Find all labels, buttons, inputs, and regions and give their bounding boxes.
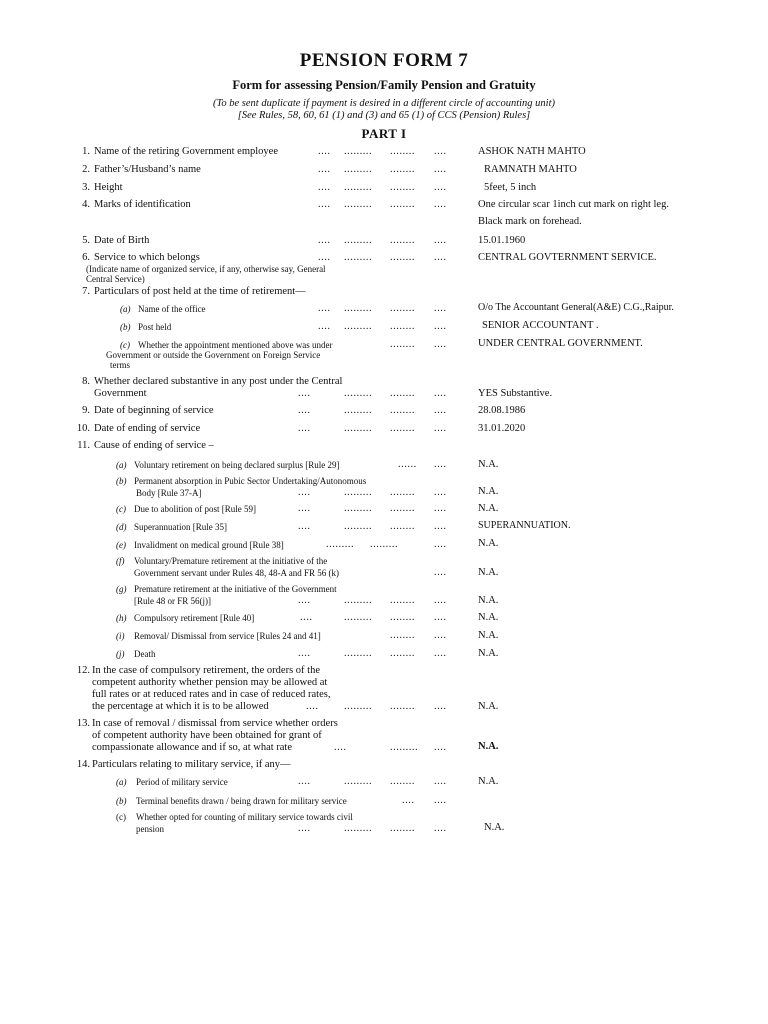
sub-item-letter: (a) <box>116 460 127 470</box>
sub-item-value: O/o The Accountant General(A&E) C.G.,Raipur. <box>478 302 674 313</box>
sub-item-value: SENIOR ACCOUNTANT . <box>482 320 599 331</box>
leader-dots: ........ <box>390 595 415 606</box>
leader-dots: ......... <box>344 776 373 787</box>
leader-dots: .... <box>434 795 447 806</box>
sub-item-letter: (f) <box>116 556 125 566</box>
sub-item-letter: (b) <box>116 476 127 486</box>
leader-dots: .... <box>298 487 311 498</box>
item-value: N.A. <box>478 741 499 752</box>
item-number: 14. <box>76 759 90 770</box>
leader-dots: ........ <box>390 503 415 514</box>
sub-item-label-continued: terms <box>110 360 130 370</box>
item-number: 4. <box>82 199 90 210</box>
sub-item-label: Whether the appointment mentioned above was under <box>138 340 333 350</box>
leader-dots: ......... <box>344 595 373 606</box>
item-label: Name of the retiring Government employee <box>94 146 278 157</box>
leader-dots: .... <box>434 423 447 434</box>
item-label: Cause of ending of service – <box>94 440 214 451</box>
leader-dots: ......... <box>344 503 373 514</box>
sub-item-label-continued: Government or outside the Government on Foreign Service <box>106 350 321 360</box>
sub-item-label: Post held <box>138 322 172 332</box>
sub-item-label: Terminal benefits drawn / being drawn for military service <box>136 796 347 806</box>
leader-dots: ........ <box>390 303 415 314</box>
item-value: YES Substantive. <box>478 388 553 399</box>
leader-dots: .... <box>434 459 447 470</box>
leader-dots: ......... <box>344 321 373 332</box>
sub-item-label: Due to abolition of post [Rule 59] <box>134 504 256 514</box>
leader-dots: .... <box>306 701 319 712</box>
item-label-continued: competent authority whether pension may be allowed at <box>92 677 328 688</box>
leader-dots: ........ <box>390 487 415 498</box>
leader-dots: .... <box>434 339 447 350</box>
sub-item-value: UNDER CENTRAL GOVERNMENT. <box>478 338 643 349</box>
sub-item-label: Premature retirement at the initiative of the Government <box>134 584 337 594</box>
leader-dots: .... <box>318 164 331 175</box>
sub-item-label: Superannuation [Rule 35] <box>134 522 227 532</box>
leader-dots: ......... <box>344 146 373 157</box>
sub-item-label: Period of military service <box>136 777 228 787</box>
sub-item-label-continued: [Rule 48 or FR 56(j)] <box>134 596 211 606</box>
sub-item-value: N.A. <box>478 630 499 641</box>
sub-item-label: Whether opted for counting of military service towards civil <box>136 812 353 822</box>
leader-dots: .... <box>300 612 313 623</box>
leader-dots: ......... <box>344 823 373 834</box>
item-label-continued: of competent authority have been obtained for grant of <box>92 730 322 741</box>
leader-dots: ......... <box>370 539 399 550</box>
leader-dots: ........ <box>390 701 415 712</box>
leader-dots: .... <box>434 252 447 263</box>
leader-dots: .... <box>434 630 447 641</box>
sub-item-label-continued: Body [Rule 37-A] <box>136 488 202 498</box>
sub-item-letter: (c) <box>116 504 126 514</box>
leader-dots: ........ <box>390 235 415 246</box>
item-value: 15.01.1960 <box>478 235 526 246</box>
item-number: 13. <box>76 718 90 729</box>
leader-dots: ........ <box>390 146 415 157</box>
leader-dots: .... <box>298 595 311 606</box>
leader-dots: .... <box>434 503 447 514</box>
item-value: 28.08.1986 <box>478 405 526 416</box>
leader-dots: ...... <box>398 459 417 470</box>
leader-dots: .... <box>434 567 447 578</box>
item-value: One circular scar 1inch cut mark on right leg. <box>478 199 669 210</box>
item-label-continued: Government <box>94 388 147 399</box>
item-label: Father’s/Husband’s name <box>94 164 201 175</box>
leader-dots: .... <box>318 321 331 332</box>
leader-dots: ......... <box>326 539 355 550</box>
leader-dots: .... <box>434 235 447 246</box>
sub-item-letter: (c) <box>116 812 126 822</box>
sub-item-label-continued: Government servant under Rules 48, 48-A and FR 56 (k) <box>134 568 339 578</box>
leader-dots: .... <box>434 487 447 498</box>
leader-dots: .... <box>318 146 331 157</box>
item-number: 9. <box>82 405 90 416</box>
leader-dots: .... <box>298 823 311 834</box>
leader-dots: .... <box>298 423 311 434</box>
leader-dots: ......... <box>344 612 373 623</box>
item-value: 31.01.2020 <box>478 423 526 434</box>
leader-dots: .... <box>434 648 447 659</box>
leader-dots: ......... <box>344 182 373 193</box>
item-label: Particulars of post held at the time of retirement— <box>94 286 306 297</box>
sub-item-label: Voluntary retirement on being declared surplus [Rule 29] <box>134 460 340 470</box>
leader-dots: ......... <box>344 521 373 532</box>
leader-dots: .... <box>298 503 311 514</box>
sub-item-label: Name of the office <box>138 304 206 314</box>
sub-item-value: N.A. <box>478 612 499 623</box>
item-label-continued: full rates or at reduced rates and in case of reduced rates, <box>92 689 331 700</box>
item-value: 5feet, 5 inch <box>484 182 537 193</box>
sub-item-label: Permanent absorption in Pubic Sector Undertaking/Autonomous <box>134 476 367 486</box>
sub-item-value: N.A. <box>484 822 505 833</box>
item-label-continued: the percentage at which it is to be allowed <box>92 701 269 712</box>
item-label: Service to which belongs <box>94 252 200 263</box>
sub-item-letter: (d) <box>116 522 127 532</box>
leader-dots: .... <box>318 252 331 263</box>
leader-dots: ........ <box>390 405 415 416</box>
leader-dots: .... <box>434 521 447 532</box>
leader-dots: .... <box>434 303 447 314</box>
leader-dots: .... <box>318 235 331 246</box>
leader-dots: ........ <box>390 630 415 641</box>
leader-dots: .... <box>318 303 331 314</box>
leader-dots: ......... <box>344 388 373 399</box>
leader-dots: .... <box>434 595 447 606</box>
item-number: 2. <box>82 164 90 175</box>
leader-dots: .... <box>434 199 447 210</box>
item-value: CENTRAL GOVTERNMENT SERVICE. <box>478 252 657 263</box>
leader-dots: .... <box>434 742 447 753</box>
item-value-continued: Black mark on forehead. <box>478 216 582 227</box>
item-label: Date of beginning of service <box>94 405 214 416</box>
leader-dots: .... <box>298 388 311 399</box>
item-note: Central Service) <box>86 274 145 284</box>
sub-item-letter: (i) <box>116 631 125 641</box>
sub-item-letter: (e) <box>116 540 126 550</box>
part-heading: PART I <box>361 126 407 141</box>
item-number: 12. <box>76 665 90 676</box>
sub-item-value: SUPERANNUATION. <box>478 520 571 531</box>
sub-item-letter: (b) <box>120 322 131 332</box>
leader-dots: .... <box>434 182 447 193</box>
leader-dots: ......... <box>390 742 419 753</box>
item-number: 1. <box>82 146 90 157</box>
sub-item-letter: (a) <box>120 304 131 314</box>
sub-item-value: N.A. <box>478 567 499 578</box>
sub-item-value: N.A. <box>478 503 499 514</box>
leader-dots: ........ <box>390 164 415 175</box>
leader-dots: .... <box>434 539 447 550</box>
sub-item-value: N.A. <box>478 595 499 606</box>
leader-dots: ........ <box>390 388 415 399</box>
leader-dots: ........ <box>390 423 415 434</box>
sub-item-label: Compulsory retirement [Rule 40] <box>134 613 255 623</box>
item-number: 10. <box>76 423 90 434</box>
leader-dots: ........ <box>390 612 415 623</box>
leader-dots: .... <box>434 823 447 834</box>
leader-dots: ........ <box>390 823 415 834</box>
sub-item-value: N.A. <box>478 776 499 787</box>
leader-dots: .... <box>434 776 447 787</box>
leader-dots: ......... <box>344 487 373 498</box>
item-number: 11. <box>77 440 90 451</box>
leader-dots: ........ <box>390 199 415 210</box>
leader-dots: .... <box>402 795 415 806</box>
leader-dots: ......... <box>344 303 373 314</box>
item-label: Date of ending of service <box>94 423 201 434</box>
leader-dots: .... <box>298 648 311 659</box>
sub-item-letter: (b) <box>116 796 127 806</box>
item-number: 3. <box>82 182 90 193</box>
item-value: N.A. <box>478 701 499 712</box>
leader-dots: ......... <box>344 648 373 659</box>
form-note-1: (To be sent duplicate if payment is desired in a different circle of accounting unit) <box>213 98 555 109</box>
leader-dots: .... <box>434 164 447 175</box>
leader-dots: .... <box>298 405 311 416</box>
item-label: Date of Birth <box>94 235 150 246</box>
item-label: In the case of compulsory retirement, the orders of the <box>92 665 321 676</box>
leader-dots: ........ <box>390 182 415 193</box>
sub-item-letter: (g) <box>116 584 127 594</box>
leader-dots: ........ <box>390 339 415 350</box>
leader-dots: ......... <box>344 405 373 416</box>
leader-dots: .... <box>434 612 447 623</box>
sub-item-value: N.A. <box>478 486 499 497</box>
leader-dots: ........ <box>390 776 415 787</box>
item-number: 8. <box>82 376 90 387</box>
sub-item-label: Invalidment on medical ground [Rule 38] <box>134 540 284 550</box>
sub-item-letter: (a) <box>116 777 127 787</box>
item-label: Marks of identification <box>94 199 191 210</box>
leader-dots: ......... <box>344 235 373 246</box>
leader-dots: ........ <box>390 252 415 263</box>
sub-item-label: Removal/ Dismissal from service [Rules 24 and 41] <box>134 631 321 641</box>
item-value: RAMNATH MAHTO <box>484 164 577 175</box>
form-title: PENSION FORM 7 <box>299 50 469 71</box>
leader-dots: ......... <box>344 199 373 210</box>
item-number: 6. <box>82 252 90 263</box>
item-label: Whether declared substantive in any post under the Central <box>94 376 343 387</box>
leader-dots: ......... <box>344 252 373 263</box>
leader-dots: .... <box>334 742 347 753</box>
item-number: 7. <box>82 286 90 297</box>
leader-dots: .... <box>318 199 331 210</box>
sub-item-value: N.A. <box>478 538 499 549</box>
leader-dots: ........ <box>390 521 415 532</box>
leader-dots: .... <box>434 405 447 416</box>
leader-dots: .... <box>434 388 447 399</box>
form-subtitle: Form for assessing Pension/Family Pension and Gratuity <box>232 78 536 92</box>
sub-item-label: Voluntary/Premature retirement at the initiative of the <box>134 556 328 566</box>
leader-dots: ........ <box>390 648 415 659</box>
item-value: ASHOK NATH MAHTO <box>478 146 586 157</box>
item-label: Height <box>94 182 123 193</box>
form-note-2: [See Rules, 58, 60, 61 (1) and (3) and 65 (1) of CCS (Pension) Rules] <box>237 110 531 121</box>
leader-dots: ......... <box>344 701 373 712</box>
leader-dots: ......... <box>344 164 373 175</box>
sub-item-letter: (h) <box>116 613 127 623</box>
leader-dots: .... <box>434 701 447 712</box>
leader-dots: ......... <box>344 423 373 434</box>
item-label: In case of removal / dismissal from service whether orders <box>92 718 338 729</box>
item-number: 5. <box>82 235 90 246</box>
item-label: Particulars relating to military service, if any— <box>92 759 291 770</box>
leader-dots: .... <box>434 146 447 157</box>
leader-dots: .... <box>434 321 447 332</box>
sub-item-value: N.A. <box>478 648 499 659</box>
item-note: (Indicate name of organized service, if any, otherwise say, General <box>86 264 326 274</box>
leader-dots: .... <box>298 521 311 532</box>
sub-item-letter: (c) <box>120 340 130 350</box>
leader-dots: .... <box>318 182 331 193</box>
sub-item-value: N.A. <box>478 459 499 470</box>
leader-dots: .... <box>298 776 311 787</box>
sub-item-label-continued: pension <box>136 824 164 834</box>
sub-item-label: Death <box>134 649 156 659</box>
sub-item-letter: (j) <box>116 649 125 659</box>
leader-dots: ........ <box>390 321 415 332</box>
item-label-continued: compassionate allowance and if so, at what rate <box>92 742 293 753</box>
